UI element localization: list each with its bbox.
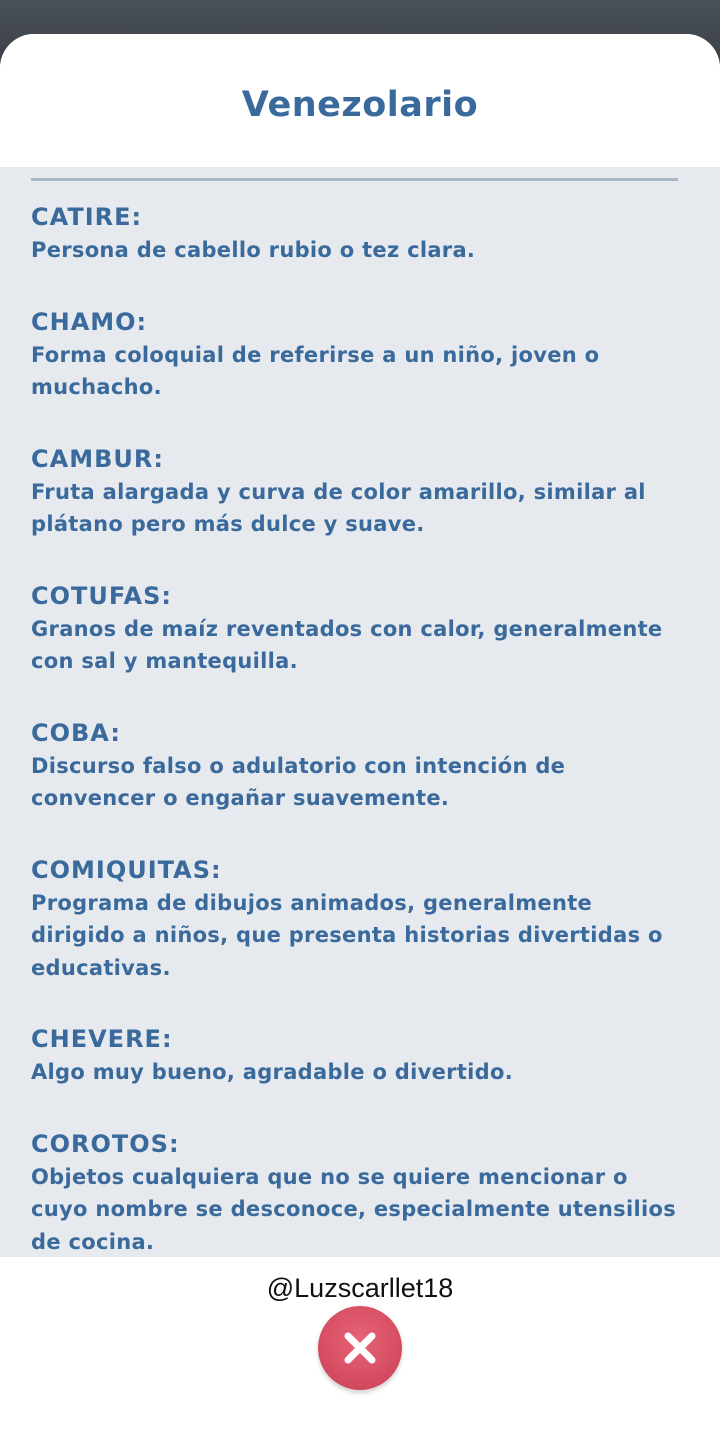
entry-term: COTUFAS:	[31, 581, 172, 610]
entry-term: COBA:	[31, 718, 121, 747]
glossary-modal	[0, 34, 720, 1440]
glossary-entry-coba	[31, 716, 691, 815]
entry-definition: Algo muy bueno, agradable o divertido.	[31, 1060, 513, 1084]
entry-definition: Fruta alargada y curva de color amarillo, similar al plátano pero más dulce y suave.	[31, 479, 646, 536]
glossary-entry-corotos	[31, 1127, 691, 1258]
glossary-entry-catire	[31, 200, 691, 267]
entry-term: CATIRE:	[31, 203, 143, 231]
glossary-entry-cambur	[31, 442, 691, 541]
entry-term: CHAMO:	[31, 307, 148, 336]
entry-definition: Programa de dibujos animados, generalmente dirigido a niños, que presenta historias divertidas o educativas.	[31, 890, 663, 980]
glossary-scroll-area[interactable]	[0, 167, 720, 1257]
glossary-entry-cotufas	[31, 579, 691, 678]
entry-definition: Forma coloquial de referirse a un niño, joven o muchacho.	[31, 342, 600, 399]
entry-definition: Persona de cabello rubio o tez clara.	[31, 238, 476, 262]
entry-term: COMIQUITAS:	[31, 855, 222, 884]
entry-definition: Granos de maíz reventados con calor, generalmente con sal y mantequilla.	[31, 616, 663, 673]
entry-term: CHEVERE:	[31, 1025, 173, 1053]
close-button[interactable]	[318, 1306, 402, 1390]
entry-definition: Objetos cualquiera que no se quiere mencionar o cuyo nombre se desconoce, especialmente utensilios de cocina.	[31, 1164, 676, 1254]
close-x-icon	[340, 1328, 380, 1368]
glossary-list	[31, 200, 691, 1257]
glossary-entry-chevere	[31, 1022, 691, 1089]
modal-title: Venezolario	[241, 84, 479, 125]
glossary-entry-chamo	[31, 305, 691, 404]
author-handle: @Luzscarllet18	[266, 1273, 454, 1303]
entry-definition: Discurso falso o adulatorio con intención de convencer o engañar suavemente.	[31, 753, 566, 810]
modal-header	[0, 34, 720, 167]
entry-term: CAMBUR:	[31, 444, 164, 473]
glossary-entry-comiquitas	[31, 853, 691, 985]
header-divider	[31, 178, 678, 181]
entry-term: COROTOS:	[31, 1129, 180, 1158]
